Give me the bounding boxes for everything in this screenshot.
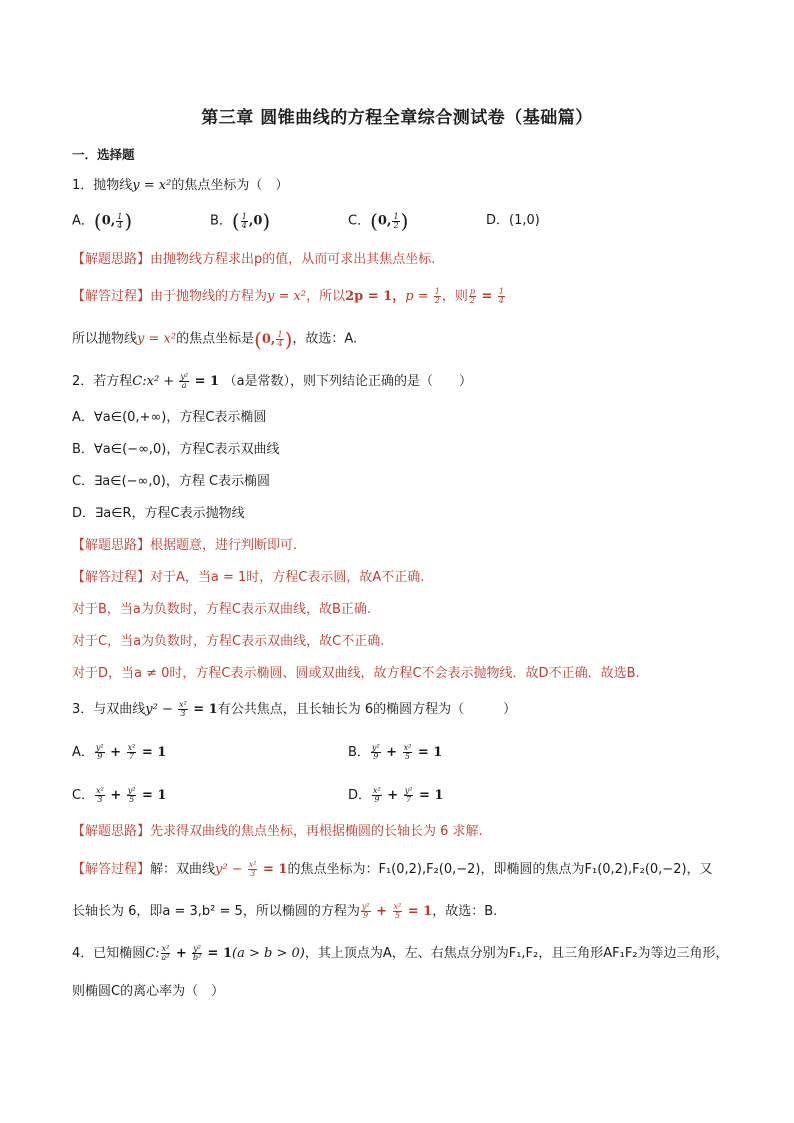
q3-option-a: A． $\frac{\text{y²}}{9}$ + $\frac{\text{x²}}{7}$ = 1 bbox=[72, 743, 167, 761]
q3-thinking bbox=[72, 823, 483, 841]
q2-thinking bbox=[72, 537, 297, 555]
q1-process-text-e: ，则 bbox=[441, 289, 468, 304]
q1-conclusion-text-b: 的焦点坐标是 bbox=[176, 331, 255, 347]
q4-stem: 4．已知椭圆C: $\frac{\text{x²}}{\text{a²}}$ + $\frac{\text{y²}}{\text{b²}}$ = 1(a > b > 0)，其上顶点为A，左、右焦点分别为F₁,F₂，且三角形AF₁F₂为等边三角形， bbox=[72, 944, 729, 962]
q1-stem-text-a: 1．抛物线 bbox=[72, 178, 133, 193]
thinking-tag: 【解题思路】 bbox=[72, 252, 151, 267]
q3-option-c: C． $\frac{\text{x²}}{3}$ + $\frac{\text{y²}}{5}$ = 1 bbox=[72, 786, 167, 804]
process-tag: 【解答过程】 bbox=[72, 289, 151, 304]
q3-process-line-2: 长轴长为 6，即a = 3,b² = 5，所以椭圆的方程为 $\frac{\text{y²}}{9}$ + $\frac{\text{x²}}{5}$ = 1，故选：B. bbox=[72, 902, 498, 920]
q1-conclusion-equation: y = x² bbox=[137, 331, 177, 347]
q1-conclusion: 所以抛物线y = x²的焦点坐标是(0, $\frac{1}{4}$ )，故选：A. bbox=[72, 327, 358, 351]
q2-stem-text-a: 2．若方程 bbox=[72, 374, 133, 389]
q1-thinking-text: 由抛物线方程求出p的值，从而可求出其焦点坐标. bbox=[150, 252, 436, 267]
q1-option-a: A．(0, $\frac{1}{4}$ ) bbox=[72, 209, 133, 233]
q3-process-text-d: ，故选：B. bbox=[432, 904, 498, 919]
q1-process-equation: y = x² bbox=[267, 289, 307, 304]
q3-option-b-label: B． bbox=[348, 745, 370, 760]
q3-process-text-a: 解：双曲线 bbox=[150, 862, 216, 877]
page-title: 第三章 圆锥曲线的方程全章综合测试卷（基础篇） bbox=[201, 108, 593, 128]
q1-thinking bbox=[72, 251, 435, 269]
q2-process-tag: 【解答过程】 bbox=[72, 570, 151, 585]
q2-thinking-text: 根据题意，进行判断即可. bbox=[150, 538, 298, 553]
q1-conclusion-text-c: ，故选：A. bbox=[292, 331, 358, 347]
q3-option-c-label: C． bbox=[72, 788, 95, 803]
q2-process-line-2: 对于B，当a为负数时，方程C表示双曲线，故B正确. bbox=[72, 602, 372, 617]
q3-stem-text-a: 3．与双曲线 bbox=[72, 702, 146, 717]
q2-stem-text-b: （a是常数），则下列结论正确的是（ ） bbox=[223, 374, 473, 389]
q3-process-text-b: 的焦点坐标为：F₁(0,2),F₂(0,−2)，即椭圆的焦点为F₁(0,2),F₂(0,−2)，又 bbox=[287, 862, 713, 877]
q3-option-b: B． $\frac{\text{y²}}{9}$ + $\frac{\text{x²}}{5}$ = 1 bbox=[348, 743, 443, 761]
q1-process-text-b: ，所以 bbox=[306, 289, 346, 304]
q1-option-c-label: C． bbox=[348, 213, 371, 229]
q1-process: 【解答过程】由于抛物线的方程为y = x²，所以2p = 1，p = $\frac{1}{2}$ ，则 $\frac{p}{2}$ = $\frac{1}{4}$ bbox=[72, 287, 504, 305]
q1-conclusion-text-a: 所以抛物线 bbox=[72, 331, 138, 347]
q2-option-b: B．∀a∈(−∞,0)，方程C表示双曲线 bbox=[72, 442, 280, 457]
q1-stem-text-b: 的焦点坐标为（ ） bbox=[171, 178, 289, 193]
q4-stem-text-b: ，其上顶点为A，左、右焦点分别为F₁,F₂，且三角形AF₁F₂为等边三角形， bbox=[304, 946, 729, 961]
q1-option-b: B．( $\frac{1}{4}$ ,0) bbox=[210, 209, 271, 233]
q2-stem: 2．若方程C:x² + $\frac{\text{y²}}{a}$ = 1 （a是常数），则下列结论正确的是（ ） bbox=[72, 372, 473, 390]
q4-stem-line-2: 则椭圆C的离心率为（ ） bbox=[72, 984, 225, 999]
q2-thinking-tag: 【解题思路】 bbox=[72, 538, 151, 553]
q3-option-d: D． $\frac{\text{x²}}{9}$ + $\frac{\text{y²}}{7}$ = 1 bbox=[348, 786, 444, 804]
q1-process-text-a: 由于抛物线的方程为 bbox=[150, 289, 268, 304]
q3-option-d-label: D． bbox=[348, 788, 372, 803]
q2-process-line-4: 对于D，当a ≠ 0时，方程C表示椭圆、圆或双曲线，故方程C不会表示抛物线．故D不正确．故选B. bbox=[72, 666, 640, 681]
q1-process-text-c: 2p = 1， bbox=[345, 289, 406, 304]
q4-stem-text-a: 4．已知椭圆 bbox=[72, 946, 146, 961]
q1-option-d: D．(1,0) bbox=[486, 213, 540, 228]
q1-option-b-label: B． bbox=[210, 213, 232, 229]
q2-process bbox=[72, 569, 424, 587]
q1-stem-equation: y = x² bbox=[132, 178, 172, 193]
q3-thinking-tag: 【解题思路】 bbox=[72, 824, 151, 839]
q1-option-a-label: A． bbox=[72, 213, 94, 229]
q2-option-a: A．∀a∈(0,+∞)，方程C表示椭圆 bbox=[72, 410, 267, 425]
q3-process-text-c: 长轴长为 6，即a = 3,b² = 5，所以椭圆的方程为 bbox=[72, 904, 360, 919]
q3-option-a-label: A． bbox=[72, 745, 94, 760]
q2-process-line-1: 对于A，当a = 1时，方程C表示圆，故A不正确. bbox=[150, 570, 425, 585]
section-heading: 一．选择题 bbox=[72, 147, 135, 162]
q1-option-c: C．(0, $\frac{1}{2}$ ) bbox=[348, 209, 409, 233]
q3-process: 【解答过程】解：双曲线y² − $\frac{\text{x²}}{3}$ = 1的焦点坐标为：F₁(0,2),F₂(0,−2)，即椭圆的焦点为F₁(0,2),F₂(0,−2)，又 bbox=[72, 860, 713, 878]
q2-process-line-3: 对于C，当a为负数时，方程C表示双曲线，故C不正确. bbox=[72, 634, 385, 649]
q2-option-c: C．∃a∈(−∞,0)，方程 C表示椭圆 bbox=[72, 474, 271, 489]
q1-process-text-d: p = bbox=[405, 289, 433, 304]
q3-thinking-text: 先求得双曲线的焦点坐标，再根据椭圆的长轴长为 6 求解. bbox=[150, 824, 483, 839]
q3-stem: 3．与双曲线y² − $\frac{\text{x²}}{3}$ = 1有公共焦点，且长轴长为 6的椭圆方程为（ ） bbox=[72, 700, 517, 718]
q1-stem bbox=[72, 177, 288, 195]
q2-option-d: D．∃a∈R，方程C表示抛物线 bbox=[72, 506, 245, 521]
q3-process-tag: 【解答过程】 bbox=[72, 862, 151, 877]
q3-stem-text-b: 有公共焦点，且长轴长为 6的椭圆方程为（ ） bbox=[217, 702, 517, 717]
